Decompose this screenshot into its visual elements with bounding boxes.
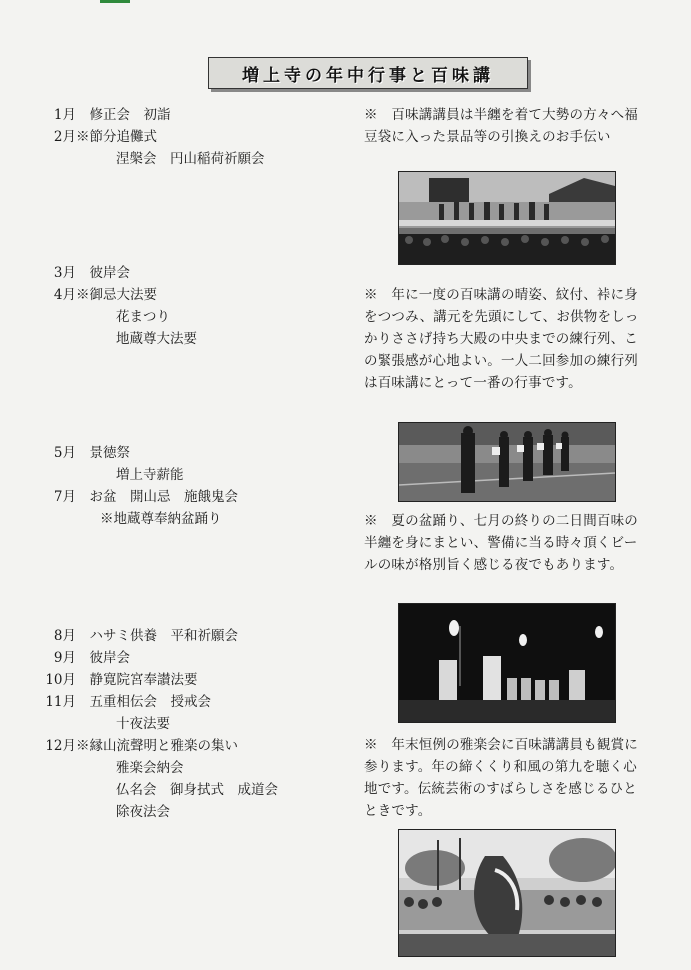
green-corner-mark [100,0,130,3]
event-list: ※地蔵尊奉納盆踊り [100,511,222,527]
schedule-row [36,757,278,779]
schedule-row [36,306,197,328]
event-list: 静寛院宮奉讃法要 [76,672,198,688]
schedule-block-summer [36,442,238,530]
event-list: 修正会 初詣 [76,107,171,123]
month-label: 3月 [53,265,76,281]
event-list: ※節分追儺式 [76,129,157,145]
month-label: 1月 [53,107,76,123]
event-list: ※縁山流聲明と雅楽の集い [76,738,238,754]
note-bon-odori: ※ 夏の盆踊り、七月の終りの二日間百味の半纏を身にまとい、警備に当る時々頂くビールの味が格別旨く感じる夜でもあります。 [364,513,638,573]
schedule-row [36,442,238,464]
title-box [208,57,528,89]
schedule-row [36,486,238,508]
month-label: 9月 [53,650,76,666]
month-label: 12月 [45,738,76,754]
gagaku-photo [398,829,616,957]
schedule-row [36,328,197,350]
event-list: 彼岸会 [76,265,130,281]
schedule-row [36,126,265,148]
month-label: 2月 [53,129,76,145]
month-label: 10月 [45,672,76,688]
schedule-block-winter [36,104,265,170]
event-list: 除夜法会 [116,804,170,820]
schedule-row [36,625,278,647]
setsubun-photo [398,171,616,265]
event-list: お盆 開山忌 施餓鬼会 [76,489,238,505]
schedule-row [36,735,278,757]
event-list: 彼岸会 [76,650,130,666]
schedule-row [36,104,265,126]
event-list: 地蔵尊大法要 [116,331,197,347]
schedule-row [36,669,278,691]
schedule-row [36,148,265,170]
schedule-row [36,464,238,486]
month-label: 4月 [53,287,76,303]
event-list: 花まつり [116,309,170,325]
event-list: 涅槃会 円山稲荷祈願会 [116,151,265,167]
schedule-row [36,262,197,284]
schedule-row [36,284,197,306]
event-list: 増上寺薪能 [116,467,184,483]
event-list: 雅楽会納会 [116,760,184,776]
note-gagaku: ※ 年末恒例の雅楽会に百味講講員も観賞に参ります。年の締くくり和風の第九を聴く心地です。伝統芸術のすばらしさを感じるひとときです。 [364,737,638,819]
month-label: 11月 [45,694,76,710]
schedule-row [36,779,278,801]
event-list: ※御忌大法要 [76,287,157,303]
event-list: ハサミ供養 平和祈願会 [76,628,238,644]
schedule-row [36,713,278,735]
procession-photo [398,422,616,502]
event-list: 景徳祭 [76,445,130,461]
event-list: 五重相伝会 授戒会 [76,694,211,710]
note-gyoki: ※ 年に一度の百味講の晴姿、紋付、裃に身をつつみ、講元を先頭にして、お供物をしっかりささげ持ち大殿の中央までの練行列、この緊張感が心地よい。一人二回参加の練行列は百味講にとって一番の行事です。 [364,287,639,391]
schedule-block-autumn [36,625,278,823]
page-title: 増上寺の年中行事と百味講 [242,65,494,86]
event-list: 十夜法要 [116,716,170,732]
month-label: 7月 [53,489,76,505]
month-label: 5月 [53,445,76,461]
month-label: 8月 [53,628,76,644]
schedule-row [36,691,278,713]
note-setsubun: ※ 百味講講員は半纏を着て大勢の方々へ福豆袋に入った景品等の引換えのお手伝い [364,107,638,145]
bon-odori-photo [398,603,616,723]
event-list: 仏名会 御身拭式 成道会 [116,782,278,798]
schedule-row [36,508,238,530]
schedule-block-spring [36,262,197,350]
schedule-row [36,647,278,669]
schedule-row [36,801,278,823]
